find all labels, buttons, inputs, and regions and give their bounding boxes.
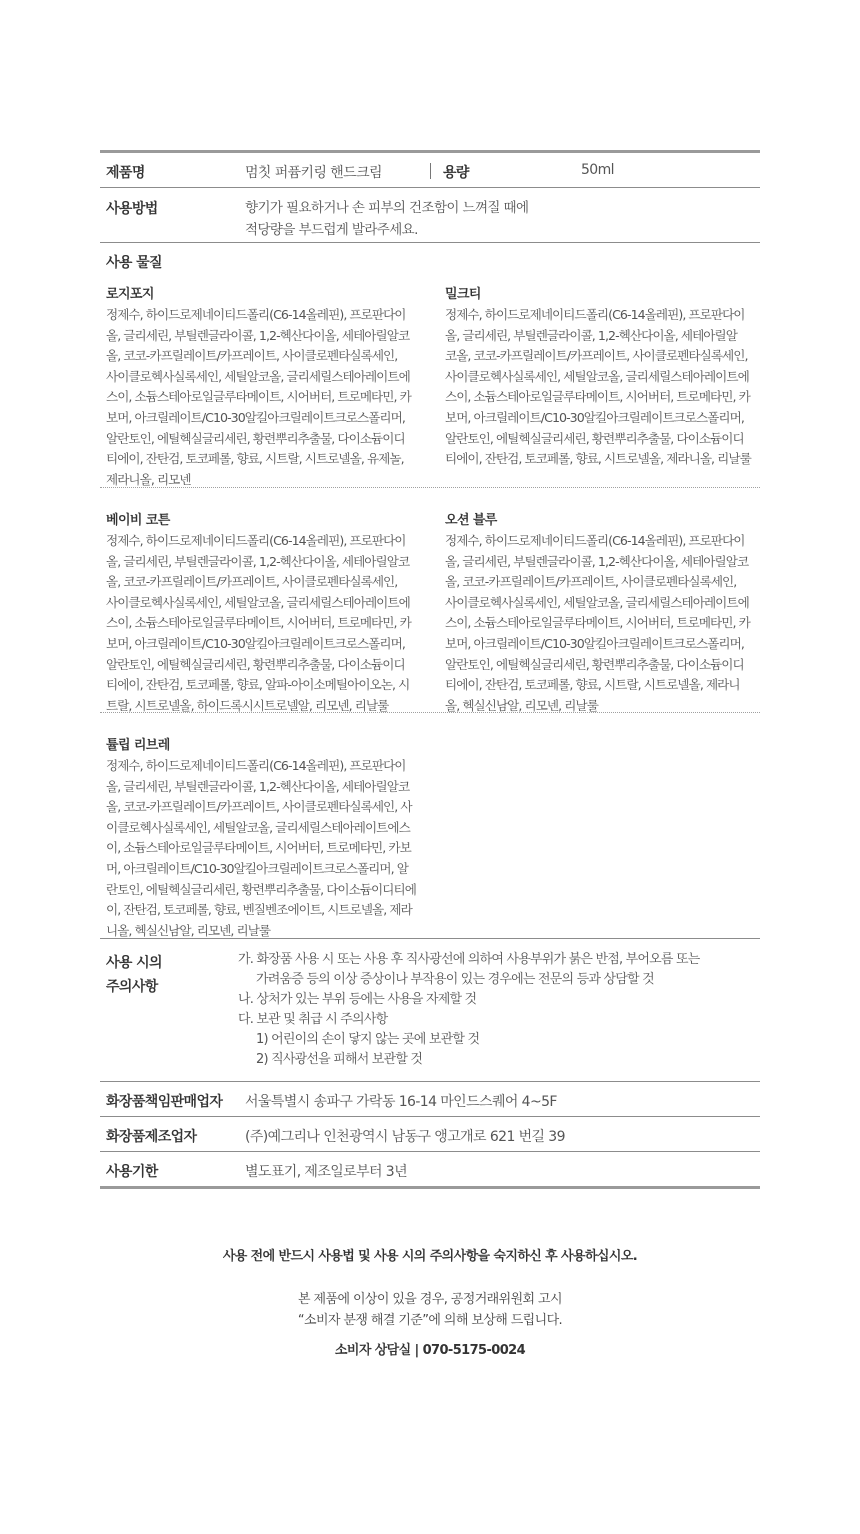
ingredient-line: 올, 글리세린, 부틸렌글라이콜, 1,2-헥산다이올, 세테아릴알코 xyxy=(106,553,410,569)
usage-notice: 사용 전에 반드시 사용법 및 사용 시의 주의사항을 숙지하신 후 사용하십시오. xyxy=(222,1249,638,1264)
compensation-line: “소비자 분쟁 해결 기준”에 의해 보상해 드립니다. xyxy=(297,1313,563,1328)
product-name-label: 제품명 xyxy=(106,165,145,181)
ingredient-list xyxy=(445,531,765,716)
ingredient-line: 트랄, 시트로넬올, 하이드록시시트로넬알, 리모넨, 리날룰 xyxy=(106,697,389,713)
usage-line: 적당량을 부드럽게 발라주세요. xyxy=(245,222,418,238)
variant-block-milk-tea xyxy=(445,285,765,470)
ingredient-line: 스이, 소듐스테아로일글루타메이트, 시어버터, 트로메타민, 카 xyxy=(445,615,750,631)
ingredient-line: 보머, 아크릴레이트/C10-30알킬아크릴레이트크로스폴리머, xyxy=(445,409,744,425)
product-name-row xyxy=(100,153,760,187)
variant-divider xyxy=(100,487,760,488)
variant-name: 로지포지 xyxy=(106,287,154,302)
ingredient-line: 올, 코코-카프릴레이트/카프레이트, 사이클로펜타실록세인, xyxy=(106,348,398,364)
ingredient-line: 보머, 아크릴레이트/C10-30알킬아크릴레이트크로스폴리머, xyxy=(106,635,405,651)
ingredient-line: 올, 코코-카프릴레이트/카프레이트, 사이클로펜타실록세인, 사 xyxy=(106,799,412,815)
customer-service-contact: 소비자 상담실 | 070-5175-0024 xyxy=(334,1343,526,1358)
caution-item: 다. 보관 및 취급 시 주의사항 xyxy=(238,1012,388,1027)
ingredient-line: 올, 글리세린, 부틸렌글라이콜, 1,2-헥산다이올, 세테아릴알 xyxy=(445,327,737,343)
ingredient-line: 니올, 헥실신남알, 리모넨, 리날룰 xyxy=(106,922,271,938)
ingredient-line: 정제수, 하이드로제네이티드폴리(C6-14올레핀), 프로판다이 xyxy=(445,533,745,548)
ingredient-line: 알란토인, 에틸헥실글리세린, 황련뿌리추출물, 다이소듐이디 xyxy=(445,430,744,446)
caution-subitem: 2) 직사광선을 피해서 보관할 것 xyxy=(256,1052,423,1067)
variant-name: 밀크티 xyxy=(445,287,481,302)
ingredient-line: 정제수, 하이드로제네이티드폴리(C6-14올레핀), 프로판다이 xyxy=(445,307,745,322)
variant-name: 베이비 코튼 xyxy=(106,513,170,528)
seller-value: 서울특별시 송파구 가락동 16-14 마인드스퀘어 4~5F xyxy=(245,1094,557,1110)
ingredient-line: 이, 소듐스테아로일글루타메이트, 시어버터, 트로메타민, 카보 xyxy=(106,840,411,856)
variant-block-rosy-posy xyxy=(106,285,426,490)
ingredient-line: 사이클로헥사실록세인, 세틸알코올, 글리세릴스테아레이트에 xyxy=(445,368,749,384)
maker-value: (주)예그리나 인천광역시 남동구 앵고개로 621 번길 39 xyxy=(245,1129,565,1145)
usage-row xyxy=(100,188,760,242)
ingredient-line: 사이클로헥사실록세인, 세틸알코올, 글리세릴스테아레이트에 xyxy=(106,368,410,384)
volume-value: 50ml xyxy=(581,162,614,178)
ingredient-line: 머, 아크릴레이트/C10-30알킬아크릴레이트크로스폴리머, 알 xyxy=(106,860,408,876)
caution-label xyxy=(106,951,162,999)
ingredient-line: 코올, 코코-카프릴레이트/카프레이트, 사이클로펜타실록세인, xyxy=(445,348,748,364)
ingredient-line: 티에이, 잔탄검, 토코페롤, 향료, 시트랄, 시트로넬올, 유제놀, xyxy=(106,451,404,467)
ingredient-line: 올, 글리세린, 부틸렌글라이콜, 1,2-헥산다이올, 세테아릴알코 xyxy=(106,327,410,343)
seller-row xyxy=(100,1082,760,1116)
ingredient-line: 스이, 소듐스테아로일글루타메이트, 시어버터, 트로메타민, 카 xyxy=(106,389,411,405)
ingredient-line: 올, 코코-카프릴레이트/카프레이트, 사이클로펜타실록세인, xyxy=(106,574,398,590)
expiry-value: 별도표기, 제조일로부터 3년 xyxy=(245,1164,408,1180)
compensation-line: 본 제품에 이상이 있을 경우, 공정거래위원회 고시 xyxy=(298,1292,562,1307)
ingredient-list xyxy=(106,756,426,941)
ingredient-line: 보머, 아크릴레이트/C10-30알킬아크릴레이트크로스폴리머, xyxy=(106,409,405,425)
variant-block-ocean-blue xyxy=(445,511,765,716)
variant-name: 오션 블루 xyxy=(445,513,497,528)
table-bottom-rule xyxy=(100,1186,760,1189)
usage-text xyxy=(245,197,528,241)
variant-block-tulip-libre xyxy=(106,736,426,941)
ingredient-line: 제라니올, 리모넨 xyxy=(106,471,191,487)
ingredient-line: 란토인, 에틸헥실글리세린, 황련뿌리추출물, 다이소듐이디티에 xyxy=(106,881,416,897)
footer-compensation xyxy=(0,1289,860,1331)
ingredient-line: 이클로헥사실록세인, 세틸알코올, 글리세릴스테아레이트에스 xyxy=(106,819,410,835)
variant-divider xyxy=(100,712,760,713)
ingredient-line: 스이, 소듐스테아로일글루타메이트, 시어버터, 트로메타민, 카 xyxy=(106,615,411,631)
caution-subitem: 1) 어린이의 손이 닿지 않는 곳에 보관할 것 xyxy=(256,1032,480,1047)
ingredient-list xyxy=(106,531,426,716)
ingredient-line: 올, 글리세린, 부틸렌글라이콜, 1,2-헥산다이올, 세테아릴알코 xyxy=(445,553,749,569)
caution-label-line: 사용 시의 xyxy=(106,955,162,971)
ingredient-line: 티에이, 잔탄검, 토코페롤, 향료, 시트랄, 시트로넬올, 제라니 xyxy=(445,677,740,693)
seller-label: 화장품책임판매업자 xyxy=(106,1094,223,1110)
ingredient-line: 보머, 아크릴레이트/C10-30알킬아크릴레이트크로스폴리머, xyxy=(445,635,744,651)
ingredient-line: 올, 헥실신남알, 리모넨, 리날룰 xyxy=(445,697,598,713)
caution-item: 나. 상처가 있는 부위 등에는 사용을 자제할 것 xyxy=(238,992,477,1007)
ingredient-line: 정제수, 하이드로제네이티드폴리(C6-14올레핀), 프로판다이 xyxy=(106,758,406,773)
ingredient-list xyxy=(106,305,426,490)
footer-notice xyxy=(0,1245,860,1264)
ingredient-line: 알란토인, 에틸헥실글리세린, 황련뿌리추출물, 다이소듐이디 xyxy=(445,656,744,672)
ingredients-label: 사용 물질 xyxy=(106,255,162,271)
maker-row xyxy=(100,1117,760,1151)
footer-contact xyxy=(0,1339,860,1358)
product-info-table xyxy=(100,150,760,1189)
volume-label: 용량 xyxy=(443,165,469,181)
ingredient-line: 올, 글리세린, 부틸렌글라이콜, 1,2-헥산다이올, 세테아릴알코 xyxy=(106,778,410,794)
ingredient-line: 사이클로헥사실록세인, 세틸알코올, 글리세릴스테아레이트에 xyxy=(445,594,749,610)
caution-row xyxy=(100,939,760,1081)
caution-label-line: 주의사항 xyxy=(106,979,158,995)
ingredient-line: 알란토인, 에틸헥실글리세린, 황련뿌리추출물, 다이소듐이디 xyxy=(106,656,405,672)
expiry-row xyxy=(100,1152,760,1186)
caution-item: 가. 화장품 사용 시 또는 사용 후 직사광선에 의하여 사용부위가 붉은 반점, 부어오름 또는 xyxy=(238,952,700,967)
ingredient-list xyxy=(445,305,765,470)
caution-item-continued: 가려움증 등의 이상 증상이나 부작용이 있는 경우에는 전문의 등과 상담할 것 xyxy=(256,972,654,987)
ingredient-line: 스이, 소듐스테아로일글루타메이트, 시어버터, 트로메타민, 카 xyxy=(445,389,750,405)
ingredient-line: 사이클로헥사실록세인, 세틸알코올, 글리세릴스테아레이트에 xyxy=(106,594,410,610)
ingredient-line: 정제수, 하이드로제네이티드폴리(C6-14올레핀), 프로판다이 xyxy=(106,533,406,548)
caution-list xyxy=(238,950,763,1070)
ingredients-grid xyxy=(100,281,760,938)
expiry-label: 사용기한 xyxy=(106,1164,158,1180)
ingredient-line: 티에이, 잔탄검, 토코페롤, 향료, 알파-아이소메틸아이오논, 시 xyxy=(106,677,410,693)
maker-label: 화장품제조업자 xyxy=(106,1129,197,1145)
ingredient-line: 정제수, 하이드로제네이티드폴리(C6-14올레핀), 프로판다이 xyxy=(106,307,406,322)
column-divider xyxy=(430,163,431,179)
product-name-value: 멈칫 퍼퓸키링 핸드크림 xyxy=(245,165,382,181)
ingredient-line: 알란토인, 에틸헥실글리세린, 황련뿌리추출물, 다이소듐이디 xyxy=(106,430,405,446)
variant-name: 튤립 리브레 xyxy=(106,738,170,753)
ingredient-line: 올, 코코-카프릴레이트/카프레이트, 사이클로펜타실록세인, xyxy=(445,574,737,590)
ingredients-section-title xyxy=(100,243,760,281)
usage-label: 사용방법 xyxy=(106,201,158,217)
ingredient-line: 티에이, 잔탄검, 토코페롤, 향료, 시트로넬올, 제라니올, 리날룰 xyxy=(445,451,751,467)
usage-line: 향기가 필요하거나 손 피부의 건조함이 느껴질 때에 xyxy=(245,200,529,216)
ingredient-line: 이, 잔탄검, 토코페롤, 향료, 벤질벤조에이트, 시트로넬올, 제라 xyxy=(106,902,412,918)
variant-block-baby-cotton xyxy=(106,511,426,716)
